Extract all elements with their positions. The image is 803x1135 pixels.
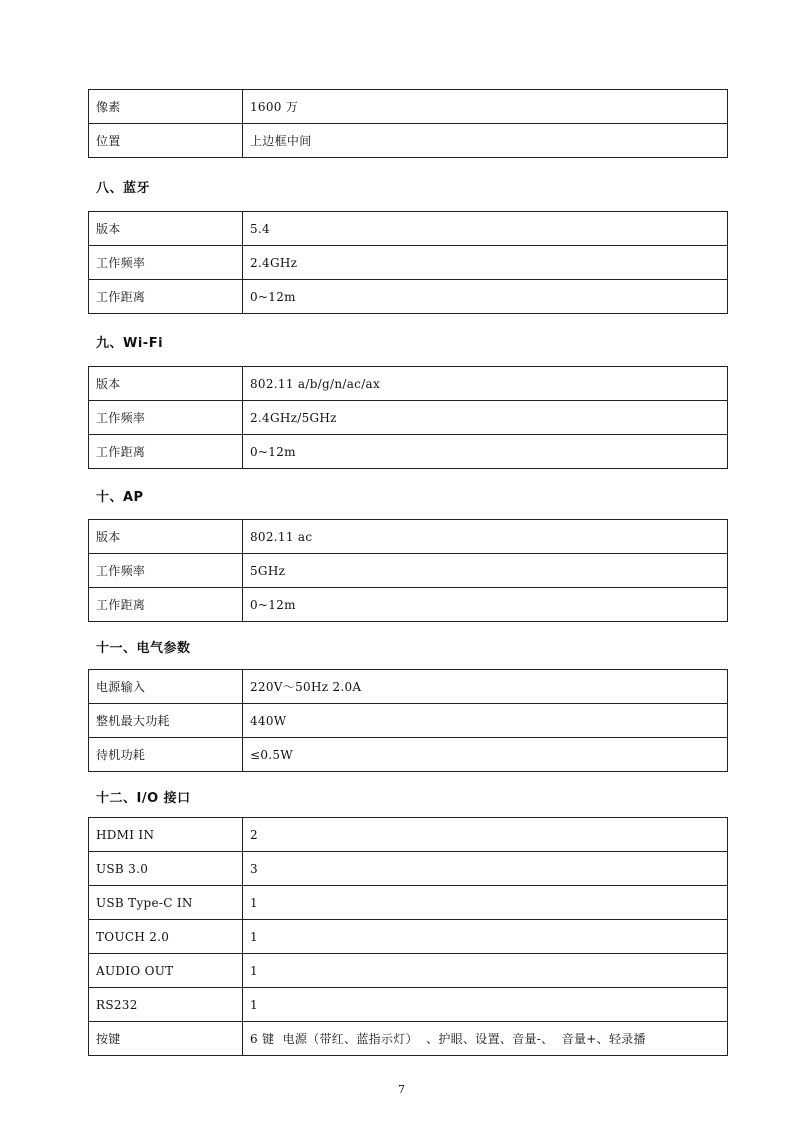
spec-value: 440W (243, 704, 728, 738)
spec-value: 1 (243, 988, 728, 1022)
spec-key: 工作频率 (89, 554, 243, 588)
spec-key: 按键 (89, 1022, 243, 1056)
spec-value: 0~12m (243, 588, 728, 622)
section-heading-wifi: 九、Wi-Fi (96, 336, 164, 351)
spec-key: TOUCH 2.0 (89, 920, 243, 954)
table-row (89, 738, 728, 772)
spec-key: 电源输入 (89, 670, 243, 704)
table-row (89, 1022, 728, 1056)
spec-value: 1600 万 (243, 90, 728, 124)
spec-value: ≤0.5W (243, 738, 728, 772)
table-row (89, 124, 728, 158)
table-row (89, 588, 728, 622)
table-row (89, 704, 728, 738)
section-heading-io: 十二、I/O 接口 (96, 791, 191, 806)
section-heading-electrical: 十一、电气参数 (96, 641, 191, 656)
spec-key: AUDIO OUT (89, 954, 243, 988)
bluetooth-spec-table (88, 211, 728, 314)
spec-value: 3 (243, 852, 728, 886)
electrical-spec-table (88, 669, 728, 772)
camera-spec-table (88, 89, 728, 158)
table-row (89, 367, 728, 401)
spec-key: 版本 (89, 367, 243, 401)
spec-value: 1 (243, 954, 728, 988)
table-row (89, 920, 728, 954)
spec-key: USB Type-C IN (89, 886, 243, 920)
spec-key: 工作距离 (89, 435, 243, 469)
spec-value: 2.4GHz/5GHz (243, 401, 728, 435)
spec-value: 802.11 a/b/g/n/ac/ax (243, 367, 728, 401)
spec-key: 工作距离 (89, 280, 243, 314)
spec-value: 1 (243, 886, 728, 920)
wifi-spec-table (88, 366, 728, 469)
spec-key: 待机功耗 (89, 738, 243, 772)
table-row (89, 246, 728, 280)
table-row (89, 280, 728, 314)
spec-value: 5GHz (243, 554, 728, 588)
spec-value: 0~12m (243, 280, 728, 314)
table-row (89, 852, 728, 886)
spec-value: 2.4GHz (243, 246, 728, 280)
spec-value: 2 (243, 818, 728, 852)
spec-key: 位置 (89, 124, 243, 158)
spec-key: 版本 (89, 520, 243, 554)
spec-value: 0~12m (243, 435, 728, 469)
spec-key: 整机最大功耗 (89, 704, 243, 738)
spec-key: 工作频率 (89, 401, 243, 435)
spec-key: 工作距离 (89, 588, 243, 622)
spec-key: RS232 (89, 988, 243, 1022)
table-row (89, 435, 728, 469)
table-row (89, 818, 728, 852)
table-row (89, 954, 728, 988)
spec-value: 802.11 ac (243, 520, 728, 554)
spec-value: 1 (243, 920, 728, 954)
ap-spec-table (88, 519, 728, 622)
spec-key: USB 3.0 (89, 852, 243, 886)
io-spec-table (88, 817, 728, 1056)
spec-value: 上边框中间 (243, 124, 728, 158)
table-row (89, 401, 728, 435)
table-row (89, 988, 728, 1022)
spec-value: 6 键 电源（带红、蓝指示灯） 、护眼、设置、音量-、 音量+、轻录播 (243, 1022, 728, 1056)
spec-key: HDMI IN (89, 818, 243, 852)
spec-key: 版本 (89, 212, 243, 246)
table-row (89, 520, 728, 554)
page-number: 7 (398, 1083, 405, 1096)
table-row (89, 670, 728, 704)
table-row (89, 554, 728, 588)
section-heading-ap: 十、AP (96, 490, 144, 505)
spec-key: 像素 (89, 90, 243, 124)
table-row (89, 212, 728, 246)
table-row (89, 90, 728, 124)
spec-key: 工作频率 (89, 246, 243, 280)
section-heading-bluetooth: 八、蓝牙 (96, 181, 151, 196)
spec-value: 5.4 (243, 212, 728, 246)
spec-value: 220V～50Hz 2.0A (243, 670, 728, 704)
table-row (89, 886, 728, 920)
